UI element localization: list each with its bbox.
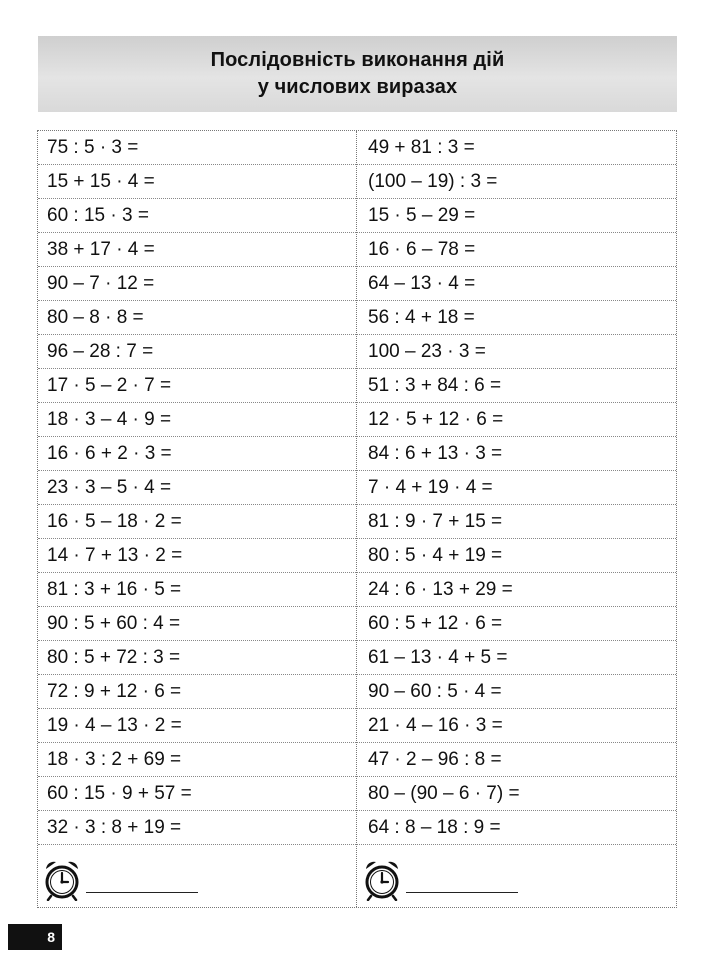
expression-cell-right: 49 + 81 : 3 = — [368, 137, 475, 158]
expression-cell-left: 16 · 6 + 2 · 3 = — [47, 443, 172, 464]
expression-cell-left: 90 : 5 + 60 : 4 = — [47, 613, 181, 634]
expression-cell-left: 14 · 7 + 13 · 2 = — [47, 545, 183, 566]
expression-cell-right: 21 · 4 – 16 · 3 = — [368, 715, 503, 736]
expression-cell-left: 80 : 5 + 72 : 3 = — [47, 647, 181, 668]
expression-cell-right: 51 : 3 + 84 : 6 = — [368, 375, 502, 396]
expression-cell-left: 75 : 5 · 3 = — [47, 137, 139, 158]
expression-cell-left: 81 : 3 + 16 · 5 = — [47, 579, 182, 600]
table-row — [38, 165, 676, 199]
table-row — [38, 811, 676, 845]
table-row — [38, 199, 676, 233]
table-row — [38, 301, 676, 335]
expression-cell-left: 60 : 15 · 9 + 57 = — [47, 783, 192, 804]
time-answer-line-left[interactable] — [86, 892, 198, 893]
table-row — [38, 573, 676, 607]
expression-cell-right: 90 – 60 : 5 · 4 = — [368, 681, 502, 702]
expression-cell-right: 12 · 5 + 12 · 6 = — [368, 409, 504, 430]
timer-cell-right — [358, 847, 676, 907]
expression-cell-right: 15 · 5 – 29 = — [368, 205, 476, 226]
table-row — [38, 437, 676, 471]
worksheet-title-banner — [38, 36, 677, 112]
expression-cell-right: 81 : 9 · 7 + 15 = — [368, 511, 503, 532]
table-row — [38, 505, 676, 539]
expression-cell-right: 60 : 5 + 12 · 6 = — [368, 613, 503, 634]
expression-cell-right: 64 : 8 – 18 : 9 = — [368, 817, 501, 838]
expression-cell-right: 64 – 13 · 4 = — [368, 273, 476, 294]
title-line-1: Послідовність виконання дій — [210, 49, 505, 71]
expression-cell-left: 18 · 3 : 2 + 69 = — [47, 749, 182, 770]
expression-cell-right: 80 : 5 · 4 + 19 = — [368, 545, 503, 566]
table-row — [38, 369, 676, 403]
expression-cell-left: 16 · 5 – 18 · 2 = — [47, 511, 182, 532]
table-row — [38, 607, 676, 641]
expression-cell-right: 80 – (90 – 6 · 7) = — [368, 783, 520, 804]
expression-cell-right: 16 · 6 – 78 = — [368, 239, 476, 260]
expression-cell-left: 80 – 8 · 8 = — [47, 307, 144, 328]
table-row — [38, 131, 676, 165]
timer-cell-left — [38, 847, 356, 907]
table-row — [38, 403, 676, 437]
expression-cell-left: 17 · 5 – 2 · 7 = — [47, 375, 172, 396]
expression-cell-left: 23 · 3 – 5 · 4 = — [47, 477, 172, 498]
expression-cell-left: 96 – 28 : 7 = — [47, 341, 154, 362]
expression-cell-right: 100 – 23 · 3 = — [368, 341, 486, 362]
table-row — [38, 709, 676, 743]
expression-cell-left: 38 + 17 · 4 = — [47, 239, 155, 260]
expression-cell-left: 60 : 15 · 3 = — [47, 205, 149, 226]
expression-cell-right: 56 : 4 + 18 = — [368, 307, 475, 328]
expression-cell-right: 7 · 4 + 19 · 4 = — [368, 477, 493, 498]
expression-cell-left: 32 · 3 : 8 + 19 = — [47, 817, 182, 838]
expression-cell-right: 24 : 6 · 13 + 29 = — [368, 579, 513, 600]
table-row — [38, 471, 676, 505]
expression-cell-right: 61 – 13 · 4 + 5 = — [368, 647, 508, 668]
expressions-table — [37, 130, 677, 908]
expression-cell-left: 18 · 3 – 4 · 9 = — [47, 409, 172, 430]
table-row — [38, 777, 676, 811]
time-answer-line-right[interactable] — [406, 892, 518, 893]
table-row — [38, 743, 676, 777]
alarm-clock-icon — [42, 857, 82, 901]
table-row — [38, 335, 676, 369]
table-row — [38, 233, 676, 267]
table-row — [38, 675, 676, 709]
table-row — [38, 267, 676, 301]
expression-cell-left: 90 – 7 · 12 = — [47, 273, 155, 294]
alarm-clock-icon — [362, 857, 402, 901]
expression-cell-right: 47 · 2 – 96 : 8 = — [368, 749, 502, 770]
expression-cell-right: (100 – 19) : 3 = — [368, 171, 498, 192]
expression-cell-left: 72 : 9 + 12 · 6 = — [47, 681, 182, 702]
title-line-2: у числових виразах — [257, 76, 458, 98]
table-row — [38, 641, 676, 675]
expression-cell-left: 15 + 15 · 4 = — [47, 171, 155, 192]
expression-cell-left: 19 · 4 – 13 · 2 = — [47, 715, 182, 736]
table-row — [38, 539, 676, 573]
expression-cell-right: 84 : 6 + 13 · 3 = — [368, 443, 503, 464]
page-number-badge: 8 — [8, 924, 62, 950]
